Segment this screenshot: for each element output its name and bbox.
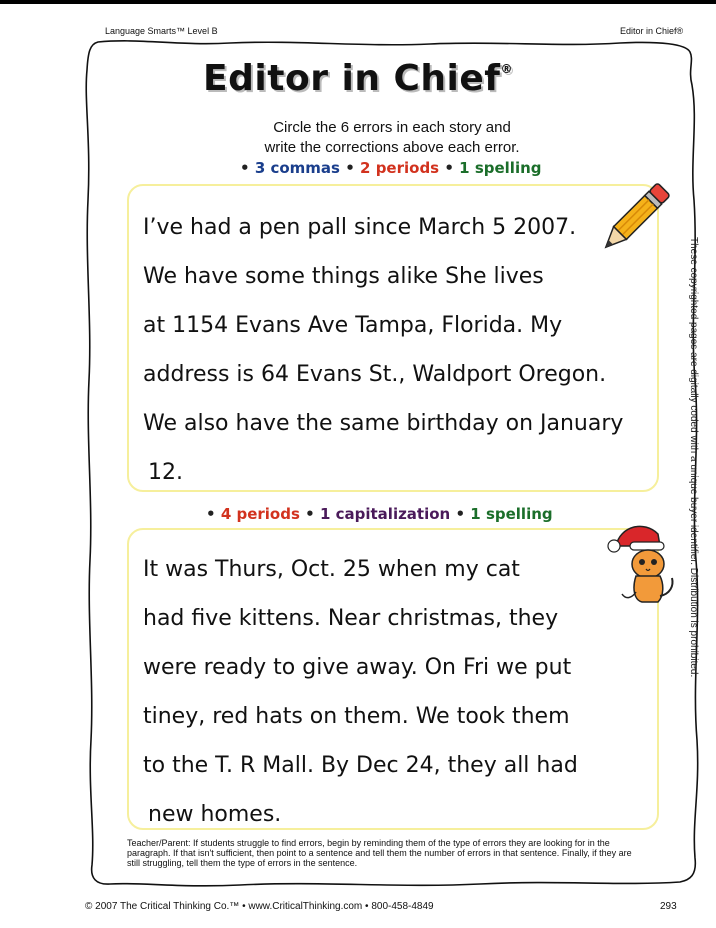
teacher-note: Teacher/Parent: If students struggle to find errors, begin by reminding them of the type of errors they are looking for in the paragraph. If that isn't sufficient, then point to a sentence and tell them the number of errors in that sentence. Finally, if they are still struggling, tell them the type of errors in the sentence. — [127, 838, 632, 868]
instruction-line-2: write the corrections above each error. — [264, 139, 520, 156]
page-title — [0, 58, 716, 99]
header-series-label: Language Smarts™ Level B — [105, 26, 218, 36]
story-line: We have some things alike She lives — [143, 264, 544, 289]
error-type-label: 3 commas — [254, 159, 340, 177]
error-type-label: 1 capitalization — [319, 505, 451, 523]
bullet-dot: • — [240, 159, 255, 177]
bullet-dot: • — [206, 505, 221, 523]
registered-mark: ® — [500, 62, 513, 76]
story-line: were ready to give away. On Fri we put — [143, 655, 572, 680]
bullet-dot: • — [450, 505, 471, 523]
error-legend-story-1 — [240, 159, 542, 177]
story-line: 12. — [148, 460, 183, 485]
pencil-icon — [589, 178, 675, 264]
page-number: 293 — [660, 901, 677, 912]
footer-copyright: © 2007 The Critical Thinking Co.™ • www.CriticalThinking.com • 800-458-4849 — [85, 901, 434, 912]
bullet-dot: • — [439, 159, 460, 177]
bullet-dot: • — [339, 159, 361, 177]
copyright-notice-vertical: These copyrighted pages are digitally coded with a unique buyer identifier. Distribution is prohibited. — [688, 237, 699, 678]
instruction-line-1: Circle the 6 errors in each story and — [273, 119, 511, 136]
story-line: to the T. R Mall. By Dec 24, they all had — [143, 753, 578, 778]
story-line: tiney, red hats on them. We took them — [143, 704, 570, 729]
story-line: at 1154 Evans Ave Tampa, Florida. My — [143, 313, 563, 338]
story-line: It was Thurs, Oct. 25 when my cat — [143, 557, 520, 582]
story-line: new homes. — [148, 802, 282, 827]
bullet-dot: • — [299, 505, 320, 523]
story-line: I’ve had a pen pall since March 5 2007. — [143, 215, 577, 240]
story-line: We also have the same birthday on January — [143, 411, 624, 436]
cat-with-santa-hat-icon — [586, 516, 678, 608]
story-line: address is 64 Evans St., Waldport Oregon. — [143, 362, 607, 387]
story-line: had five kittens. Near christmas, they — [143, 606, 559, 631]
error-type-label: 1 spelling — [470, 505, 553, 523]
error-type-label: 4 periods — [220, 505, 300, 523]
error-type-label: 1 spelling — [459, 159, 542, 177]
error-type-label: 2 periods — [360, 159, 440, 177]
error-legend-story-2 — [206, 505, 553, 523]
header-product-label: Editor in Chief® — [620, 26, 684, 36]
page-title-text: Editor in Chief — [203, 58, 501, 99]
